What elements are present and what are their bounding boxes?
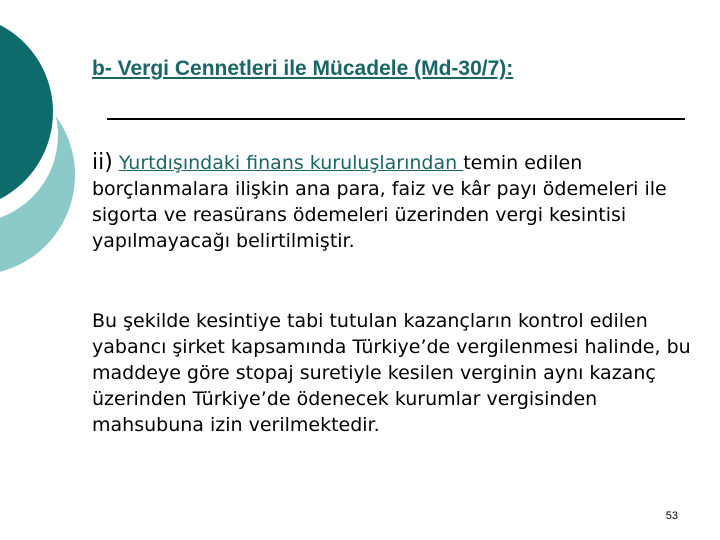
paragraph-ii (92, 150, 697, 254)
underlined-source-text: Yurtdışındaki finans kuruluşlarından (118, 152, 464, 174)
page-number: 53 (665, 510, 678, 522)
slide-title: b- Vergi Cennetleri ile Mücadele (Md-30/7): (92, 57, 514, 80)
roman-numeral: ii) (92, 150, 113, 175)
decorative-circles (0, 0, 80, 300)
paragraph-ii-body: temin edilen borçlanmalara ilişkin ana para, faiz ve kâr payı ödemeleri ile sigorta ve reasürans ödemeleri üzerinden vergi kesintisi yapılmayacağı belirtilmiştir. (92, 152, 667, 252)
paragraph-explanation: Bu şekilde kesintiye tabi tutulan kazançların kontrol edilen yabancı şirket kapsamında Türkiye’de vergilenmesi halinde, bu maddeye göre stopaj suretiyle kesilen verginin aynı kazanç üzerinden Türkiye’de ödenecek kurumlar vergisinden mahsubuna izin verilmektedir. (92, 310, 691, 436)
title-divider (107, 118, 685, 120)
